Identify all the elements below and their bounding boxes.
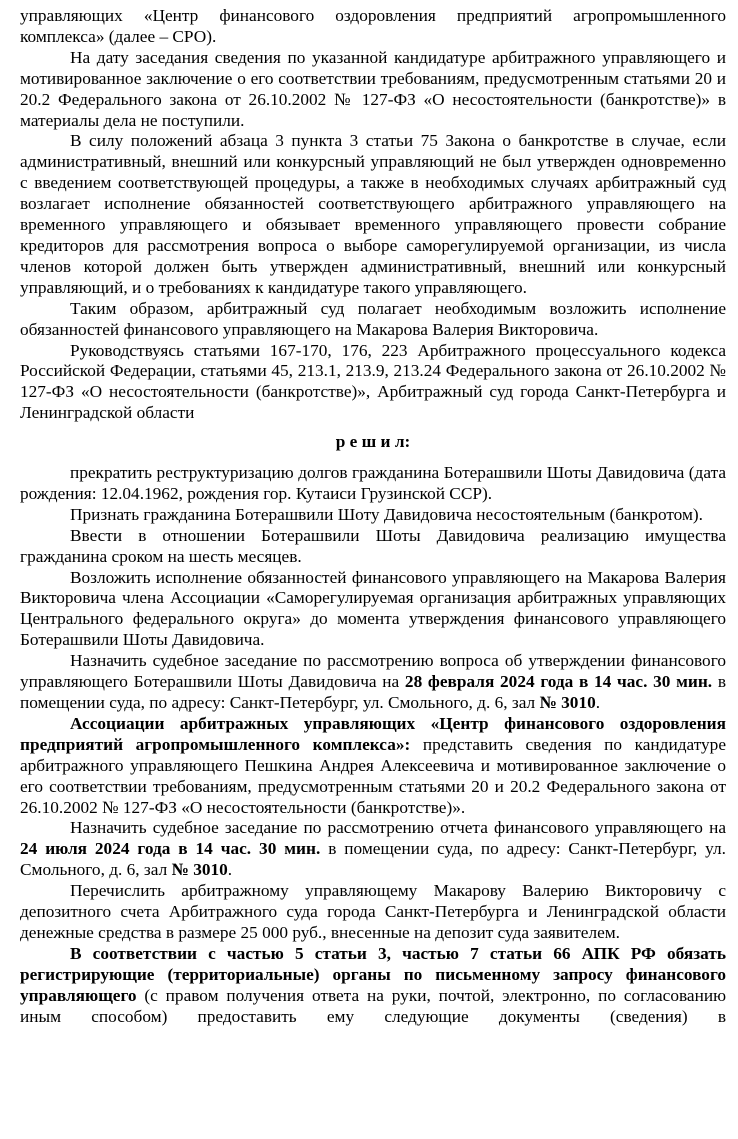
- paragraph: [20, 505, 726, 526]
- paragraph: [20, 131, 726, 298]
- text-run: Таким образом, арбитражный суд полагает необходимым возложить исполнение обязанностей финансового управляющего на Макарова Валерия Викторовича.: [20, 298, 726, 339]
- paragraph: [20, 526, 726, 568]
- text-run: .: [227, 860, 233, 880]
- document-body: [20, 6, 726, 1028]
- text-run: Возложить исполнение обязанностей финансового управляющего на Макарова Валерия Викторовича члена Ассоциации «Саморегулируемая организация арбитражных управляющих Центрального федерального округа» до момента утверждения финансового управляющего Ботерашвили Шоты Давидовича.: [20, 567, 726, 650]
- paragraph: [20, 651, 726, 714]
- text-run: Ассоциации арбитражных управляющих «Центр финансового оздоровления предприятий агропромышленного комплекса»:: [20, 713, 726, 754]
- text-run: 28 февраля 2024 года в 14 час. 30 мин.: [404, 672, 713, 692]
- text-run: (с правом получения ответа на руки, почтой, электронно, по согласованию иным способом) предоставить ему следующие документы (сведения) в: [20, 985, 726, 1026]
- text-run: 24 июля 2024 года в 14 час. 30 мин.: [20, 839, 321, 859]
- paragraph: [20, 818, 726, 881]
- text-run: Назначить судебное заседание по рассмотрению отчета финансового управляющего на: [70, 818, 726, 838]
- paragraph: [20, 714, 726, 819]
- text-run: в помещении суда, по адресу: Санкт-Петербург, ул. Смольного, д. 6, зал: [20, 672, 726, 712]
- text-run: в помещении суда, по адресу: Санкт-Петербург, ул. Смольного, д. 6, зал: [20, 839, 726, 880]
- text-run: Назначить судебное заседание по рассмотрению вопроса об утверждении финансового управляющего Ботерашвили Шоты Давидовича на: [20, 651, 726, 692]
- paragraph: [20, 463, 726, 505]
- text-run: № 3010: [539, 693, 596, 712]
- paragraph: [20, 944, 726, 1028]
- text-run: Признать гражданина Ботерашвили Шоту Давидовича несостоятельным (банкротом).: [70, 504, 704, 524]
- text-run: № 3010: [171, 860, 228, 880]
- paragraph: [20, 6, 726, 48]
- paragraph: [20, 881, 726, 944]
- text-run: Руководствуясь статьями 167-170, 176, 223 Арбитражного процессуального кодекса Российской Федерации, статьями 45, 213.1, 213.9, 213.24 Федерального закона от 26.10.2002 № 127-ФЗ «О несостоятельности (банкротстве)», Арбитражный суд города Санкт-Петербурга и Ленинградской области: [20, 340, 726, 423]
- text-run: В силу положений абзаца 3 пункта 3 статьи 75 Закона о банкротстве в случае, если административный, внешний или конкурсный управляющий не был утвержден одновременно с введением соответствующей процедуры, а также в необходимых случаях арбитражный суд возлагает исполнение обязанностей соответствующего арбитражного управляющего на временного управляющего и обязывает временного управляющего провести собрание кредиторов для рассмотрения вопроса о выборе саморегулируемой организации, из числа членов которой должен быть утвержден административный, внешний или конкурсный управляющий, и о требованиях к кандидатуре такого управляющего.: [20, 131, 726, 297]
- paragraph: [20, 299, 726, 341]
- text-run: прекратить реструктуризацию долгов гражданина Ботерашвили Шоты Давидовича (дата рождения: 12.04.1962, рождения гор. Кутаиси Грузинской ССР).: [20, 463, 726, 503]
- text-run: представить сведения по кандидатуре арбитражного управляющего Пешкина Андрея Алексеевича и мотивированное заключение о его соответствии требованиям, предусмотренным статьями 20 и 20.2 Федерального закона от 26.10.2002 № 127-ФЗ «О несостоятельности (банкротстве)».: [20, 734, 726, 817]
- text-run: На дату заседания сведения по указанной кандидатуре арбитражного управляющего и мотивированное заключение о его соответствии требованиям, предусмотренным статьями 20 и 20.2 Федерального закона от 26.10.2002 № 127-ФЗ «О несостоятельности (банкротстве)» в материалы дела не поступили.: [20, 47, 726, 130]
- text-run: управляющих «Центр финансового оздоровления предприятий агропромышленного комплекса» (далее – СРО).: [20, 6, 726, 46]
- text-run: р е ш и л:: [335, 432, 411, 452]
- paragraph: [20, 568, 726, 652]
- text-run: Перечислить арбитражному управляющему Макарову Валерию Викторовичу с депозитного счета Арбитражного суда города Санкт-Петербурга и Ленинградской области денежные средства в размере 25 000 руб., внесенные на депозит суда заявителем.: [20, 881, 726, 942]
- paragraph: [20, 48, 726, 132]
- text-run: В соответствии с частью 5 статьи 3, частью 7 статьи 66 АПК РФ обязать регистрирующие (территориальные) органы по письменному запросу финансового управляющего: [20, 943, 726, 1005]
- resolution-heading: [20, 432, 726, 453]
- text-run: Ввести в отношении Ботерашвили Шоты Давидовича реализацию имущества гражданина сроком на шесть месяцев.: [20, 525, 726, 566]
- text-run: .: [595, 693, 601, 712]
- paragraph: [20, 341, 726, 425]
